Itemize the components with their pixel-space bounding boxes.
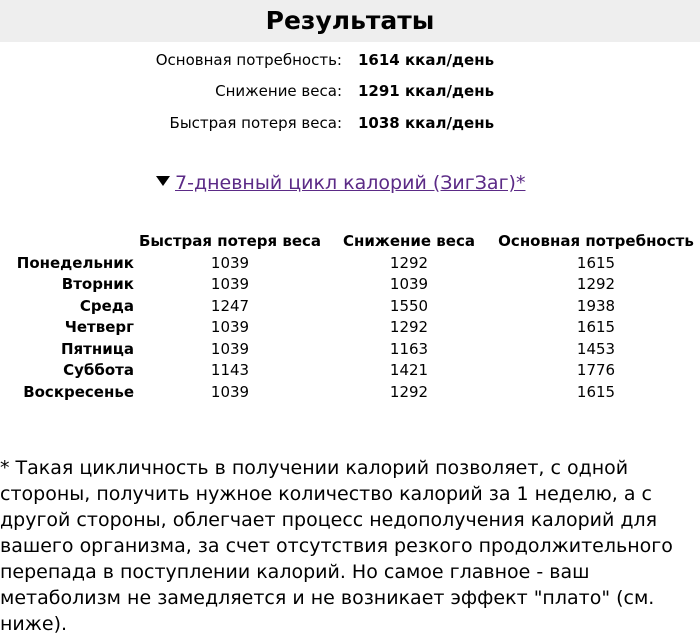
day-label: Суббота: [63, 361, 134, 379]
footnote-line: * Такая цикличность в получении калорий позволяет, с одной: [0, 457, 629, 479]
table-row: [0, 274, 700, 296]
table-cell: 1615: [576, 318, 616, 336]
summary-value: 1614 ккал/день: [358, 51, 495, 69]
disclosure-triangle-icon[interactable]: [156, 176, 170, 186]
table-cell: 1039: [210, 339, 250, 358]
table-cell: 1163: [389, 339, 429, 358]
results-title: Результаты: [265, 6, 435, 35]
table-row: [0, 339, 700, 361]
table-cell: 1247: [210, 296, 250, 315]
table-cell: 1292: [389, 318, 429, 336]
table-cell: 1039: [210, 382, 250, 401]
summary-row-maintenance: [0, 49, 700, 71]
footnote-line: перепада в поступлении калорий. Но самое главное - ваш: [0, 561, 590, 583]
day-label: Среда: [79, 296, 134, 315]
table-cell: 1615: [576, 253, 616, 272]
zigzag-cycle-table: [0, 231, 700, 403]
table-cell: 1039: [210, 318, 250, 336]
summary-label: Основная потребность:: [155, 51, 342, 69]
summary-row-weight-loss: [0, 80, 700, 102]
day-label: Вторник: [61, 275, 134, 293]
results-header: [0, 0, 700, 42]
day-label: Понедельник: [16, 253, 134, 272]
footnote-line: стороны, получить нужное количество калорий за 1 неделю, а с: [0, 483, 652, 505]
table-cell: 1039: [210, 253, 250, 272]
summary-label: Снижение веса:: [215, 82, 342, 100]
summary-value: 1291 ккал/день: [358, 82, 495, 100]
summary-label: Быстрая потеря веса:: [169, 114, 342, 132]
footnote-line: ниже).: [0, 613, 68, 635]
table-row: [0, 317, 700, 339]
table-cell: 1292: [576, 275, 616, 293]
footnote-line: вашего организма, за счет отсутствия резкого продолжительного: [0, 535, 673, 557]
footnote-line: другой стороны, облегчает процесс недополучения калорий для: [0, 509, 658, 531]
day-label: Пятница: [61, 339, 134, 358]
table-corner-cell: [0, 231, 134, 253]
table-cell: 1421: [389, 361, 429, 379]
summary-value: 1038 ккал/день: [358, 114, 495, 132]
table-cell: 1039: [389, 275, 429, 293]
table-cell: 1615: [576, 382, 616, 401]
table-cell: 1776: [576, 361, 616, 379]
table-cell: 1938: [576, 296, 616, 315]
table-header-row: [0, 231, 700, 253]
zigzag-cycle-toggle[interactable]: [156, 170, 525, 196]
zigzag-footnote: [0, 455, 700, 637]
table-row: [0, 360, 700, 382]
day-label: Четверг: [64, 318, 134, 336]
table-cell: 1292: [389, 253, 429, 272]
table-row: [0, 382, 700, 404]
day-label: Воскресенье: [23, 382, 134, 401]
footnote-line: метаболизм не замедляется и не возникает эффект "плато" (см.: [0, 587, 655, 609]
column-header-weight-loss: Снижение веса: [343, 232, 475, 250]
zigzag-cycle-link[interactable]: 7-дневный цикл калорий (ЗигЗаг)*: [175, 172, 526, 194]
summary-row-fast-loss: [0, 112, 700, 134]
table-cell: 1039: [210, 275, 250, 293]
table-cell: 1143: [210, 361, 250, 379]
table-row: [0, 253, 700, 275]
table-cell: 1292: [389, 382, 429, 401]
table-cell: 1453: [576, 339, 616, 358]
column-header-maintenance: Основная потребность: [498, 232, 694, 250]
column-header-fast-loss: Быстрая потеря веса: [138, 232, 322, 250]
table-row: [0, 296, 700, 318]
table-cell: 1550: [389, 296, 429, 315]
